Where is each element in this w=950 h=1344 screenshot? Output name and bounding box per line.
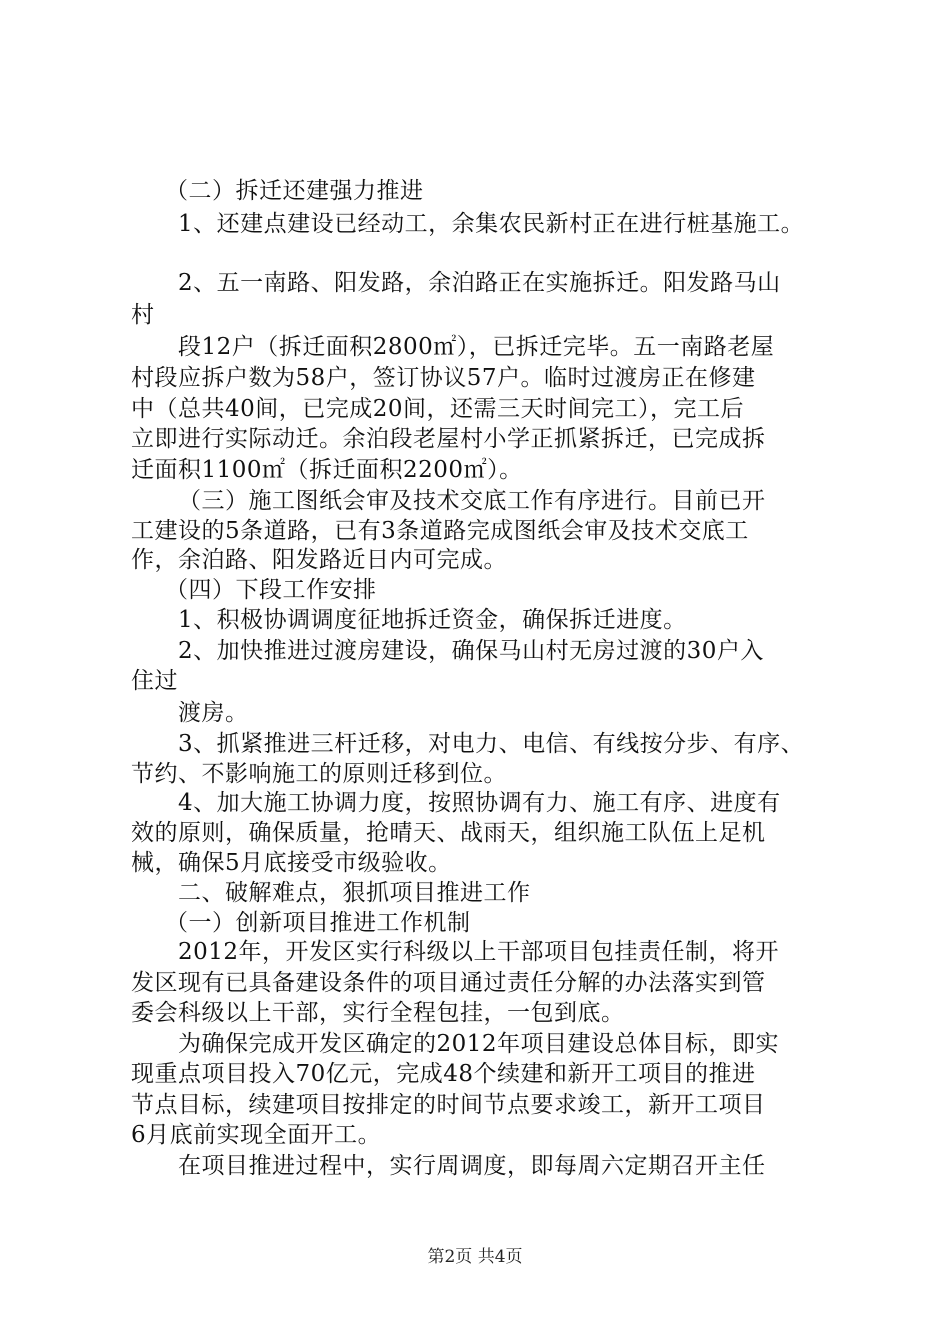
paragraph-line: 2、加快推进过渡房建设，确保马山村无房过渡的30户入 [178, 638, 764, 664]
paragraph-line: 在项目推进过程中，实行周调度，即每周六定期召开主任 [178, 1153, 766, 1179]
paragraph-line: 1、积极协调调度征地拆迁资金，确保拆迁进度。 [178, 607, 687, 633]
paragraph-line: 节约、不影响施工的原则迁移到位。 [131, 761, 507, 787]
paragraph-line: 发区现有已具备建设条件的项目通过责任分解的办法落实到管 [131, 970, 766, 996]
section-heading-drawings: （三）施工图纸会审及技术交底工作有序进行。目前已开 [178, 488, 766, 514]
paragraph-line: 住过 [131, 668, 178, 694]
paragraph-line: 立即进行实际动迁。余泊段老屋村小学正抓紧拆迁，已完成拆 [131, 426, 766, 452]
paragraph-line: 村段应拆户数为58户，签订协议57户。临时过渡房正在修建 [131, 365, 756, 391]
paragraph-line: 现重点项目投入70亿元，完成48个续建和新开工项目的推进 [131, 1061, 756, 1087]
paragraph-line: 效的原则，确保质量，抢晴天、战雨天，组织施工队伍上足机 [131, 820, 766, 846]
paragraph-line: 中（总共40间，已完成20间，还需三天时间完工），完工后 [131, 396, 745, 422]
paragraph-line: 4、加大施工协调力度，按照协调有力、施工有序、进度有 [178, 790, 781, 816]
section-heading-difficulties: 二、破解难点，狠抓项目推进工作 [178, 880, 531, 906]
section-heading-demolition: （二）拆迁还建强力推进 [165, 178, 424, 204]
paragraph-line: 渡房。 [178, 700, 249, 726]
paragraph-line: 2、五一南路、阳发路，余泊路正在实施拆迁。阳发路马山 [178, 270, 781, 296]
paragraph-line: 节点目标，续建项目按排定的时间节点要求竣工，新开工项目 [131, 1092, 766, 1118]
paragraph-line: 委会科级以上干部，实行全程包挂，一包到底。 [131, 1000, 625, 1026]
paragraph-line: 工建设的5条道路，已有3条道路完成图纸会审及技术交底工 [131, 518, 749, 544]
paragraph-line: 3、抓紧推进三杆迁移，对电力、电信、有线按分步、有序、 [178, 731, 805, 757]
paragraph-line: 段12户（拆迁面积2800㎡），已拆迁完毕。五一南路老屋 [178, 334, 775, 360]
paragraph-line: 作，余泊路、阳发路近日内可完成。 [131, 547, 507, 573]
paragraph-line: 6月底前实现全面开工。 [131, 1122, 382, 1148]
paragraph-line: 村 [131, 302, 155, 328]
paragraph-line: 械，确保5月底接受市级验收。 [131, 850, 452, 876]
paragraph-line: 2012年，开发区实行科级以上干部项目包挂责任制，将开 [178, 939, 780, 965]
paragraph-line: 迁面积1100㎡（拆迁面积2200㎡）。 [131, 457, 523, 483]
section-heading-mechanism: （一）创新项目推进工作机制 [165, 910, 471, 936]
paragraph-line: 1、还建点建设已经动工，余集农民新村正在进行桩基施工。 [178, 211, 805, 237]
section-heading-next-steps: （四）下段工作安排 [165, 577, 377, 603]
paragraph-line: 为确保完成开发区确定的2012年项目建设总体目标，即实 [178, 1031, 780, 1057]
page-footer: 第2页 共4页 [427, 1247, 523, 1267]
